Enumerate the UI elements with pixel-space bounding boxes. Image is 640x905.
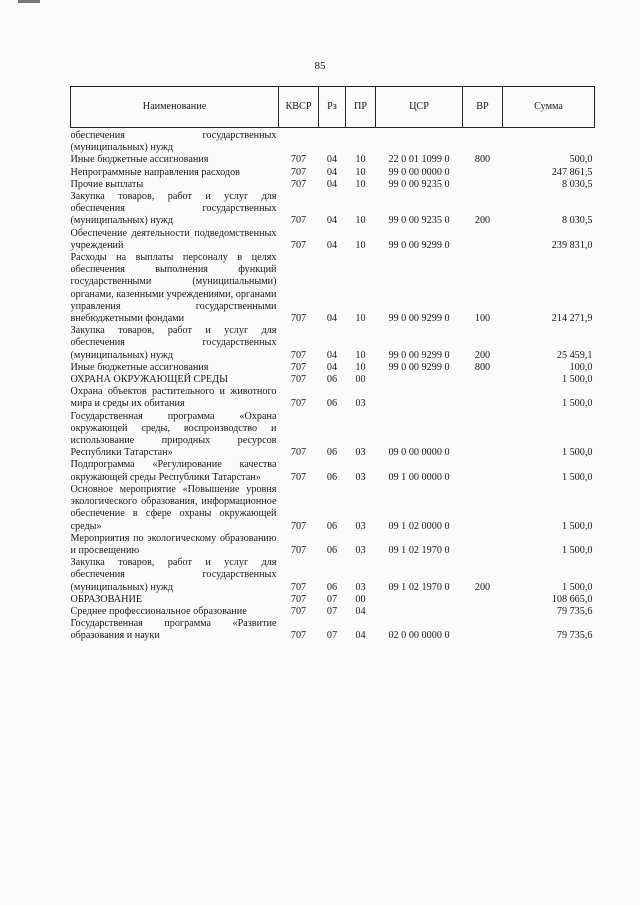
cell-rz: 04 [326,361,338,373]
cell-name: Иные бюджетные ассигнования [70,361,209,373]
cell-vr [463,618,503,642]
cell-kvsr [279,128,319,155]
cell-sum: 79 735,6 [556,630,593,642]
cell-pr: 10 [355,178,366,190]
cell-vr [463,179,503,191]
cell-pr [346,128,376,155]
cell-kvsr: 707 [290,581,307,593]
table-row [71,618,595,642]
table-row [71,606,595,618]
cell-rz: 06 [326,398,338,410]
cell-csr [376,606,463,618]
cell-csr: 02 0 00 0000 0 [388,630,450,642]
cell-sum: 8 030,5 [561,215,593,227]
budget-table [70,86,595,643]
cell-pr: 00 [355,374,366,386]
cell-name: Иные бюджетные ассигнования [70,154,209,166]
cell-sum: 1 500,0 [561,447,593,459]
cell-vr [463,228,503,252]
cell-vr: 800 [474,361,491,373]
table-row [71,325,595,362]
cell-vr [463,484,503,533]
cell-pr: 03 [355,471,366,483]
cell-name: Закупка товаров, работ и услуг для обеспечения государственных (муниципальных) нужд [70,191,277,227]
cell-rz: 04 [326,178,338,190]
cell-sum: 8 030,5 [561,178,593,190]
table-row [71,386,595,410]
cell-sum: 247 861,5 [551,166,593,178]
cell-kvsr: 707 [290,520,307,532]
cell-kvsr: 707 [290,447,307,459]
cell-vr: 200 [474,215,491,227]
table-row [71,557,595,594]
cell-csr: 09 1 02 1970 0 [388,581,450,593]
cell-kvsr: 707 [290,178,307,190]
cell-csr: 22 0 01 1099 0 [388,154,450,166]
col-header-pr: ПР [346,87,376,128]
cell-vr [463,374,503,386]
cell-sum: 1 500,0 [561,398,593,410]
cell-name: Государственная программа «Развитие образования и науки [70,618,277,642]
table-row [71,362,595,374]
cell-rz: 04 [326,166,338,178]
col-header-rz: Рз [319,87,346,128]
cell-sum: 79 735,6 [556,605,593,617]
cell-vr [463,411,503,460]
cell-name: Закупка товаров, работ и услуг для обеспечения государственных (муниципальных) нужд [70,557,277,593]
cell-vr [463,459,503,483]
cell-vr [463,167,503,179]
table-row [71,484,595,533]
cell-kvsr: 707 [290,605,307,617]
cell-sum: 1 500,0 [561,374,593,386]
cell-csr: 99 0 00 9299 0 [388,239,450,251]
cell-kvsr: 707 [290,349,307,361]
cell-name: Охрана объектов растительного и животного мира и среды их обитания [70,386,277,410]
cell-vr: 200 [474,581,491,593]
cell-csr [376,594,463,606]
cell-kvsr: 707 [290,313,307,325]
cell-pr: 03 [355,398,366,410]
cell-sum: 1 500,0 [561,520,593,532]
cell-rz: 04 [326,313,338,325]
cell-kvsr: 707 [290,593,307,605]
table-row [71,179,595,191]
table-row [71,411,595,460]
cell-vr: 100 [474,313,491,325]
cell-csr: 99 0 00 0000 0 [388,166,450,178]
cell-sum: 100,0 [569,361,593,373]
cell-kvsr: 707 [290,544,307,556]
cell-rz: 06 [326,447,338,459]
cell-pr: 10 [355,239,366,251]
cell-csr [376,128,463,155]
cell-sum: 500,0 [569,154,593,166]
cell-vr: 200 [474,349,491,361]
cell-kvsr: 707 [290,154,307,166]
cell-rz: 07 [326,593,338,605]
cell-name: Закупка товаров, работ и услуг для обеспечения государственных (муниципальных) нужд [70,325,277,361]
cell-kvsr: 707 [290,215,307,227]
cell-pr: 03 [355,520,366,532]
cell-rz: 04 [326,349,338,361]
cell-name: Обеспечение деятельности подведомственных учреждений [70,227,277,251]
cell-sum: 1 500,0 [561,544,593,556]
cell-sum [503,128,595,155]
table-row [71,228,595,252]
cell-name: обеспечения государственных (муниципальных) нужд [70,130,277,154]
cell-pr: 10 [355,154,366,166]
cell-pr: 00 [355,593,366,605]
table-row [71,594,595,606]
cell-name: Среднее профессиональное образование [70,605,247,617]
cell-vr [463,594,503,606]
table-body [71,128,595,643]
cell-pr: 10 [355,166,366,178]
cell-vr [463,606,503,618]
cell-pr: 03 [355,544,366,556]
cell-rz: 04 [326,154,338,166]
cell-pr: 10 [355,215,366,227]
cell-vr [463,386,503,410]
cell-csr: 09 1 02 0000 0 [388,520,450,532]
cell-pr: 10 [355,349,366,361]
cell-name: Мероприятия по экологическому образованию и просвещению [70,532,277,556]
scan-artifact-mark [18,0,40,3]
cell-name: Прочие выплаты [70,178,144,190]
cell-rz: 04 [326,215,338,227]
cell-csr: 09 1 02 1970 0 [388,544,450,556]
cell-csr: 09 0 00 0000 0 [388,447,450,459]
cell-csr: 99 0 00 9299 0 [388,361,450,373]
cell-rz: 06 [326,544,338,556]
cell-sum: 239 831,0 [551,239,593,251]
cell-kvsr: 707 [290,374,307,386]
cell-pr: 03 [355,447,366,459]
cell-vr: 800 [474,154,491,166]
cell-kvsr: 707 [290,471,307,483]
cell-rz: 06 [326,520,338,532]
cell-pr: 04 [355,605,366,617]
cell-kvsr: 707 [290,239,307,251]
cell-name: Подпрограмма «Регулирование качества окружающей среды Республики Татарстан» [70,459,277,483]
cell-csr: 99 0 00 9299 0 [388,313,450,325]
col-header-csr: ЦСР [376,87,463,128]
cell-name: ОХРАНА ОКРУЖАЮЩЕЙ СРЕДЫ [70,374,229,386]
page-number: 85 [314,60,326,72]
cell-rz: 06 [326,374,338,386]
cell-rz: 07 [326,630,338,642]
cell-name: Основное мероприятие «Повышение уровня экологического образования, информационное обеспечение в сфере охраны окружающей среды» [70,483,277,532]
table-row [71,533,595,557]
cell-name: Непрограммные направления расходов [70,166,240,178]
table-row [71,167,595,179]
cell-kvsr: 707 [290,630,307,642]
cell-kvsr: 707 [290,166,307,178]
cell-name: Расходы на выплаты персоналу в целях обеспечения выполнения функций государственными (муниципальными) органами, казенными учреждениями, органами управления государственными внебюджетными фондами [70,252,277,325]
cell-csr: 99 0 00 9299 0 [388,349,450,361]
cell-sum: 1 500,0 [561,471,593,483]
cell-csr [376,386,463,410]
table-row [71,252,595,325]
table-row [71,459,595,483]
cell-vr [463,128,503,155]
cell-csr [376,374,463,386]
col-header-name: Наименование [71,87,279,128]
cell-pr: 04 [355,630,366,642]
col-header-vr: ВР [463,87,503,128]
cell-rz: 06 [326,581,338,593]
table-row [71,154,595,166]
cell-rz: 07 [326,605,338,617]
cell-sum: 108 665,0 [551,593,593,605]
table-row [71,374,595,386]
cell-pr: 10 [355,361,366,373]
cell-pr: 03 [355,581,366,593]
cell-pr: 10 [355,313,366,325]
table-header-row [71,87,595,128]
cell-csr: 99 0 00 9235 0 [388,178,450,190]
cell-sum: 214 271,9 [551,313,593,325]
cell-rz: 04 [326,239,338,251]
cell-vr [463,533,503,557]
cell-csr: 09 1 00 0000 0 [388,471,450,483]
cell-sum: 25 459,1 [556,349,593,361]
cell-kvsr: 707 [290,361,307,373]
cell-name: ОБРАЗОВАНИЕ [70,593,143,605]
cell-rz: 06 [326,471,338,483]
cell-rz [319,128,346,155]
cell-kvsr: 707 [290,398,307,410]
cell-name: Государственная программа «Охрана окружающей среды, воспроизводство и использование природных ресурсов Республики Татарстан» [70,410,277,459]
col-header-sum: Сумма [503,87,595,128]
col-header-kvsr: КВСР [279,87,319,128]
table-row [71,191,595,228]
table-row [71,128,595,155]
cell-sum: 1 500,0 [561,581,593,593]
cell-csr: 99 0 00 9235 0 [388,215,450,227]
